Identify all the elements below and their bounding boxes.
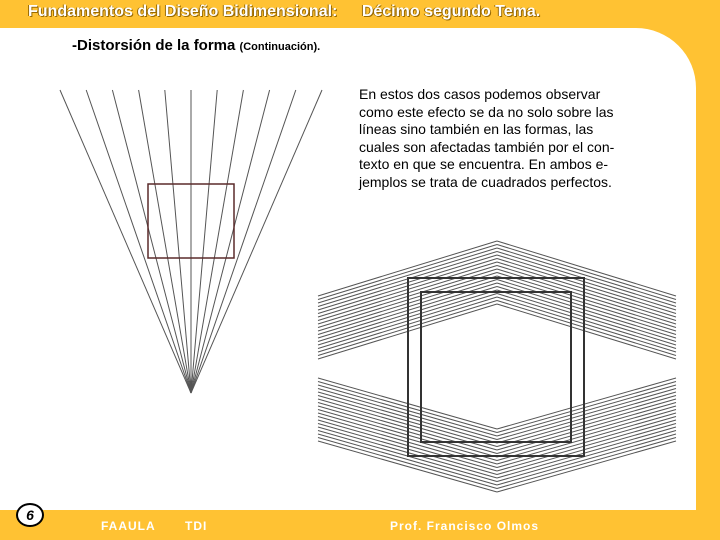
radiating-lines-figure [60,90,322,393]
radiating-line [191,90,217,393]
page-number-badge: 6 [16,503,44,527]
subtitle-note: (Continuación). [239,41,321,53]
chevron-line [497,276,676,331]
radiating-line [165,90,191,393]
radiating-line [60,90,191,393]
course-title: Fundamentos del Diseño Bidimensional: [28,3,338,20]
subtitle-prefix: - [72,37,77,54]
subtitle-text: Distorsión de la forma [77,37,236,54]
radiating-line [139,90,191,393]
topic-title: Décimo segundo Tema. [361,3,541,20]
chevron-line [497,273,676,328]
description-text: En estos dos casos podemos observar como este efecto se da no solo sobre las líneas sino también en las formas, las cuales son afectadas también por el con- texto en que se encuentra. En ambos e- jemplos se trata de cuadrados perfectos. [359,86,615,190]
footer-course-code: TDI [185,519,208,533]
radiating-line [191,90,243,393]
radiating-line [191,90,270,393]
footer-school: FAAULA [101,519,156,533]
footer-professor: Prof. Francisco Olmos [390,519,540,533]
radiating-line [191,90,322,393]
radiating-line [191,90,296,393]
radiating-line [112,90,191,393]
inner-square [421,292,571,442]
radiating-line [86,90,191,393]
